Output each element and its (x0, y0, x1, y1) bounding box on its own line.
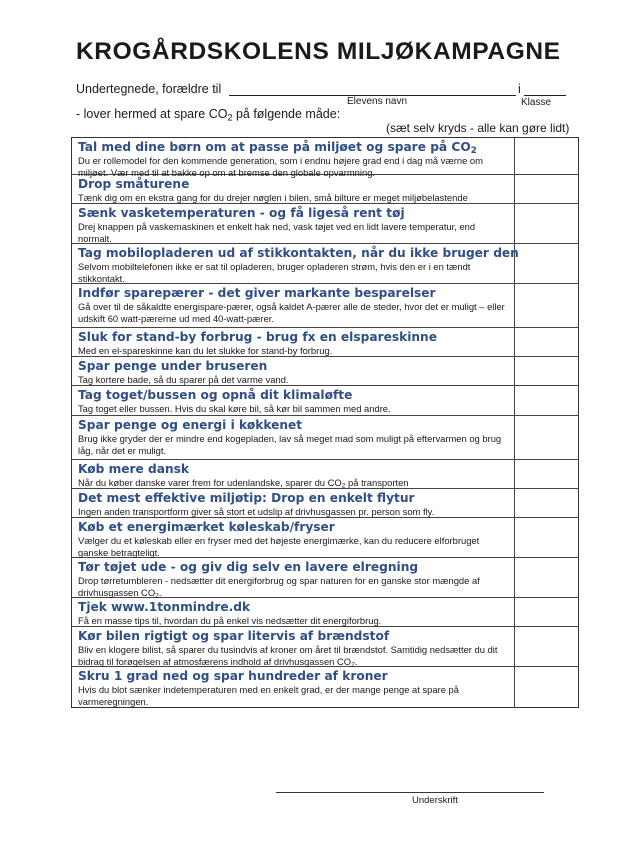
checklist-item-text (72, 489, 515, 517)
checklist-row (72, 558, 578, 598)
checklist-item-description-tail: . (158, 586, 162, 598)
checklist-item-description-text: Bliv en klogere bilist, så sparer du tusindvis af kroner om året til brændstof. Samtidig nedsætter du dit bidrag til forøgelsen af atmosfærens indhold af drivhusgassen CO (78, 644, 498, 667)
checkbox-cell[interactable] (515, 489, 578, 517)
parent-label: Undertegnede, forældre til (76, 82, 222, 96)
checklist-item-description (78, 477, 508, 489)
checklist-item-title (78, 246, 519, 261)
checkbox-cell[interactable] (515, 598, 578, 626)
checklist-item-title (78, 330, 508, 345)
promise-text-pre: - lover hermed at spare CO (76, 107, 228, 121)
checklist-item-title (78, 140, 508, 155)
checklist-row (72, 416, 578, 460)
checklist-item-title-text: Spar penge og energi i køkkenet (78, 418, 303, 432)
checklist-item-title-text: Sænk vasketemperaturen - og få ligeså rent tøj (78, 206, 405, 220)
checkbox-cell[interactable] (515, 460, 578, 488)
checklist-item-title (78, 629, 508, 644)
checklist-item-title (78, 286, 508, 301)
checklist-item-description-text: Drej knappen på vaskemaskinen et enkelt hak ned, vask tøjet ved en lidt lavere temperatur, end normalt. (78, 221, 476, 244)
checklist-row (72, 627, 578, 667)
checklist-item-title-text: Køb mere dansk (78, 462, 190, 476)
student-name-caption: Elevens navn (347, 96, 408, 107)
checklist-item-title (78, 669, 508, 684)
checklist-item-title-text: Tjek www.1tonmindre.dk (78, 600, 251, 614)
checklist-item-description (78, 192, 508, 204)
instruction-text: (sæt selv kryds - alle kan gøre lidt) (386, 121, 570, 135)
checkbox-cell[interactable] (515, 667, 578, 707)
checklist-item-description-tail: . (354, 655, 358, 667)
checklist-item-description-subscript: 2 (155, 592, 159, 600)
checklist-item-title (78, 491, 508, 506)
checklist-item-description (78, 615, 508, 627)
promise-text-sub: 2 (227, 112, 233, 123)
checklist-item-text (72, 598, 515, 626)
checklist-item-text (72, 667, 515, 707)
checklist-item-title-subscript: 2 (470, 146, 477, 157)
checklist-row (72, 138, 578, 178)
checkbox-cell[interactable] (515, 328, 578, 356)
checklist-row (72, 667, 578, 707)
checklist-row (72, 204, 578, 244)
checklist-item-description (78, 684, 508, 707)
checklist-item-description (78, 261, 508, 284)
checkbox-cell[interactable] (515, 284, 578, 327)
checkbox-cell[interactable] (515, 518, 578, 557)
checklist-item-description (78, 644, 508, 667)
checklist-item-description (78, 506, 508, 518)
promise-line (76, 107, 340, 121)
checkbox-cell[interactable] (515, 558, 578, 597)
checkbox-cell[interactable] (515, 138, 578, 174)
checklist-item-description (78, 221, 508, 244)
checklist-item-description (78, 433, 508, 456)
checklist-item-description-subscript: 2 (351, 661, 355, 669)
checklist-item-title (78, 418, 508, 433)
checklist-item-description-text: Når du køber danske varer frem for udenlandske, sparer du CO (78, 477, 342, 488)
checklist-item-title (78, 206, 508, 221)
checklist-item-title-text: Tal med dine børn om at passe på miljøet og spare på CO (78, 140, 471, 154)
checklist-row (72, 244, 578, 284)
checklist-item-title (78, 359, 508, 374)
checklist-item-description-text: Brug ikke gryder der er mindre end kogepladen, lav så meget mad som muligt på eftervarmen og brug låg, når det er muligt. (78, 433, 502, 456)
checklist-item-text (72, 204, 515, 243)
checklist-item-title (78, 600, 508, 615)
checklist-item-description-text: Tag kortere bade, så du sparer på det varme vand. (78, 374, 289, 385)
page-title: KROGÅRDSKOLENS MILJØKAMPAGNE (76, 38, 561, 65)
checklist-item-text (72, 416, 515, 459)
checklist-item-text (72, 518, 515, 557)
checklist-row (72, 328, 578, 357)
signature-field[interactable] (276, 792, 544, 793)
checklist-row (72, 357, 578, 386)
promise-text-post: på følgende måde: (232, 107, 341, 121)
checklist-item-text (72, 244, 519, 284)
checklist-item-description (78, 301, 508, 324)
checklist-item-description-text: Drop tørretumbleren - nedsætter dit energiforbrug og spar naturen for en ganske stor mængde af drivhusgassen CO (78, 575, 480, 598)
checklist-item-text (72, 558, 515, 600)
checklist-item-text (72, 175, 515, 203)
checklist-item-title (78, 462, 508, 477)
checklist-item-title (78, 520, 508, 535)
checklist-item-description-subscript: 2 (341, 482, 346, 490)
checklist-row (72, 175, 578, 204)
checkbox-cell[interactable] (515, 357, 578, 385)
checkbox-cell[interactable] (515, 416, 578, 459)
checklist-item-description-text: Du er rollemodel for den kommende generation, som i endnu højere grad end i dag må værne om miljøet. Vær med til at bakke op om at bremse den globale opvarmning. (78, 155, 483, 178)
checkbox-cell[interactable] (515, 386, 578, 415)
checklist-item-title-text: Tør tøjet ude - og giv dig selv en lavere elregning (78, 560, 419, 574)
checklist-item-title-text: Indfør sparepærer - det giver markante besparelser (78, 286, 436, 300)
checklist-row (72, 598, 578, 627)
checklist-item-description-text: Tag toget eller bussen. Hvis du skal køre bil, så kør bil sammen med andre. (78, 403, 391, 414)
checklist-item-text (72, 138, 515, 178)
checkbox-cell[interactable] (515, 244, 578, 283)
class-caption: Klasse (521, 97, 552, 108)
checklist-item-text (72, 386, 515, 415)
checklist-item-description-text: Tænk dig om en ekstra gang for du drejer nøglen i bilen, små bilture er meget miljøbelastende (78, 192, 468, 203)
checklist-row (72, 489, 578, 518)
checklist-item-text (72, 460, 515, 488)
checklist-item-title (78, 560, 508, 575)
checklist-item-description-text: Hvis du blot sænker indetemperaturen med en enkelt grad, er der mange penge at spare på varmeregningen. (78, 684, 459, 707)
checklist-item-description (78, 345, 508, 357)
checklist-item-description (78, 575, 508, 598)
checklist-item-description-text: Selvom mobiltelefonen ikke er sat til opladeren, bruger opladeren strøm, hvis den er i en tændt stikkontakt. (78, 261, 471, 284)
checklist-item-title-text: Tag mobilopladeren ud af stikkontakten, når du ikke bruger den (78, 246, 519, 260)
checklist-item-description (78, 403, 508, 415)
checklist-item-title-text: Tag toget/bussen og opnå dit klimaløfte (78, 388, 353, 402)
checklist-item-description (78, 374, 508, 386)
checkbox-cell[interactable] (515, 204, 578, 243)
checklist-item-title-text: Det mest effektive miljøtip: Drop en enkelt flytur (78, 491, 415, 505)
checklist-item-description-text: Med en el-spareskinne kan du let slukke for stand-by forbrug. (78, 345, 333, 356)
checklist-row (72, 518, 578, 558)
checklist-table (71, 137, 579, 708)
checklist-item-title-text: Sluk for stand-by forbrug - brug fx en elspareskinne (78, 330, 437, 344)
checklist-item-description (78, 535, 508, 558)
checkbox-cell[interactable] (515, 175, 578, 203)
signature-caption: Underskrift (412, 795, 458, 806)
class-separator: i (518, 82, 521, 96)
checklist-item-text (72, 328, 515, 356)
checklist-item-text (72, 357, 515, 385)
checklist-row (72, 460, 578, 489)
checklist-item-text (72, 284, 515, 327)
checklist-item-title (78, 388, 508, 403)
checkbox-cell[interactable] (515, 627, 578, 666)
class-field[interactable] (524, 95, 566, 96)
checklist-row (72, 386, 578, 416)
checklist-row (72, 284, 578, 328)
checklist-item-title-text: Drop småturene (78, 177, 190, 191)
checklist-item-title-text: Spar penge under bruseren (78, 359, 268, 373)
checklist-item-description-text: Vælger du et køleskab eller en fryser med det højeste energimærke, kan du reducere elforbruget ganske betragteligt. (78, 535, 480, 558)
checklist-item-title-text: Køb et energimærket køleskab/fryser (78, 520, 335, 534)
checklist-item-description-text: Ingen anden transportform giver så stort et udslip af drivhusgassen pr. person som fly. (78, 506, 435, 517)
checklist-item-description-text: Gå over til de såkaldte energispare-pærer, også kaldet A-pærer alle de steder, hvor det er muligt – eller udskift 60 watt-pærerne ud med 40-watt-pærer. (78, 301, 505, 324)
checklist-item-title-text: Skru 1 grad ned og spar hundreder af kroner (78, 669, 388, 683)
checklist-item-text (72, 627, 515, 669)
checklist-item-description-tail: på transporten (345, 477, 409, 488)
checklist-item-description-text: Få en masse tips til, hvordan du på enkel vis nedsætter dit energiforbrug. (78, 615, 382, 626)
checklist-item-title-text: Kør bilen rigtigt og spar litervis af brændstof (78, 629, 390, 643)
checklist-item-title (78, 177, 508, 192)
